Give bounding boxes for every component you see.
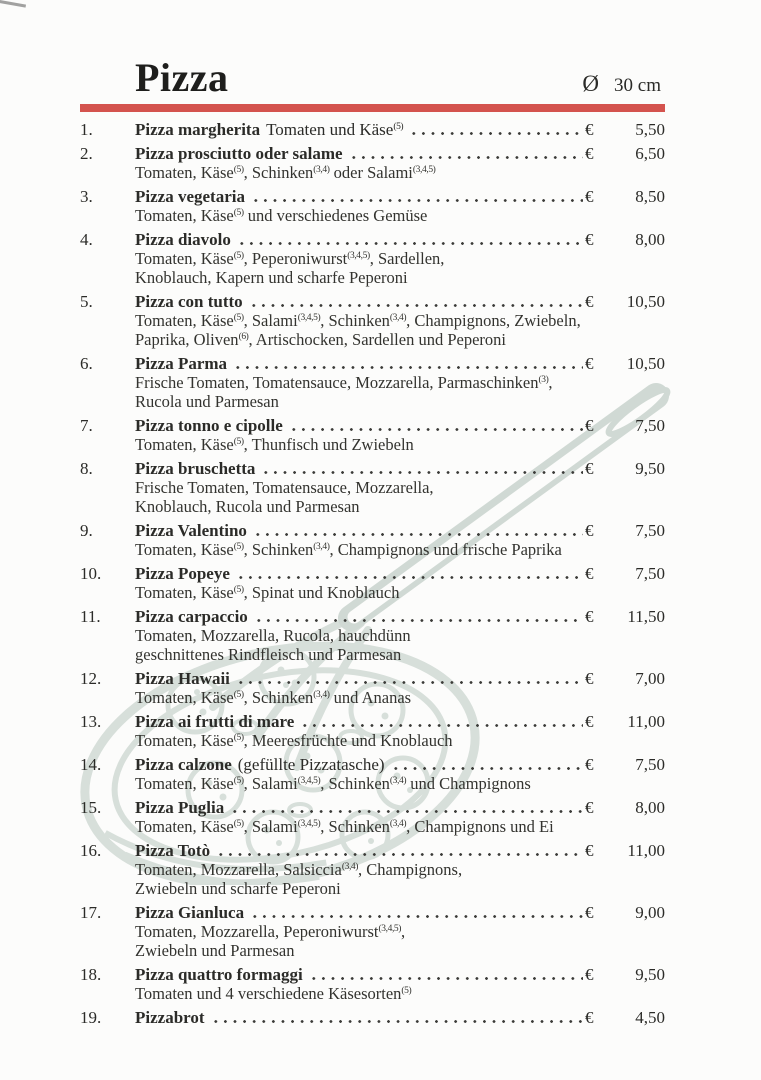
- item-desc-line: Zwiebeln und scharfe Peperoni: [135, 879, 341, 898]
- diameter-value: 30 cm: [614, 75, 661, 96]
- menu-item: [80, 120, 665, 139]
- item-number: 19.: [80, 1008, 102, 1027]
- item-number: 10.: [80, 564, 102, 583]
- item-number: 8.: [80, 459, 93, 478]
- item-name: Pizza Puglia: [135, 798, 225, 817]
- item-price: 10,50: [626, 354, 665, 373]
- item-price: 5,50: [635, 120, 665, 139]
- item-currency: €: [585, 903, 594, 922]
- menu-item: [80, 841, 665, 898]
- item-desc-line: Tomaten, Käse$^{(5)}$, Spinat und Knoblauch: [135, 583, 400, 602]
- dot-leader: [233, 354, 583, 373]
- dot-leader: [236, 564, 583, 583]
- item-name: Pizza Popeye: [135, 564, 230, 583]
- item-number: 5.: [80, 292, 93, 311]
- item-inline-desc: Tomaten und Käse$^{(5)}$: [266, 120, 404, 139]
- dot-leader: [253, 521, 583, 540]
- item-desc-line: Tomaten, Käse$^{(5)}$, Salami$^{(3,4,5)}$, Schinken$^{(3,4)}$, Champignons, Zwiebeln,: [135, 311, 581, 330]
- additive-superscript: (5): [233, 776, 244, 786]
- item-currency: €: [585, 607, 594, 626]
- dot-leader: [230, 798, 583, 817]
- item-price: 8,50: [635, 187, 665, 206]
- menu-item-main-line: [80, 841, 665, 860]
- item-name: Pizza margherita: [135, 120, 261, 139]
- item-desc-line: Zwiebeln und Parmesan: [135, 941, 295, 960]
- item-desc: [135, 206, 665, 225]
- item-desc: [135, 163, 665, 182]
- item-desc-line: Tomaten, Käse$^{(5)}$, Meeresfrüchte und Knoblauch: [135, 731, 453, 750]
- item-number: 9.: [80, 521, 93, 540]
- item-name: Pizza Parma: [135, 354, 228, 373]
- menu-item-main-line: [80, 120, 665, 139]
- item-desc-line: Tomaten, Mozzarella, Peperoniwurst$^{(3,4,5)}$,: [135, 922, 406, 941]
- item-name: Pizza tonno e cipolle: [135, 416, 283, 435]
- item-desc: [135, 860, 665, 898]
- item-number: 12.: [80, 669, 102, 688]
- additive-superscript: (3,4): [389, 819, 407, 829]
- item-desc: [135, 540, 665, 559]
- menu-item-main-line: [80, 903, 665, 922]
- item-price: 11,00: [627, 712, 665, 731]
- item-price: 7,50: [635, 521, 665, 540]
- menu-item-main-line: [80, 144, 665, 163]
- item-price: 7,50: [635, 416, 665, 435]
- menu-item-main-line: [80, 1008, 665, 1027]
- item-name: Pizza calzone: [135, 755, 232, 774]
- item-desc: [135, 373, 665, 411]
- item-desc-line: Rucola und Parmesan: [135, 392, 279, 411]
- menu-item: [80, 669, 665, 707]
- menu-item-main-line: [80, 187, 665, 206]
- menu-item: [80, 144, 665, 182]
- menu-item-main-line: [80, 354, 665, 373]
- additive-superscript: (3,4): [341, 862, 359, 872]
- item-currency: €: [585, 564, 594, 583]
- additive-superscript: (3,4,5): [297, 313, 321, 323]
- dot-leader: [251, 187, 583, 206]
- dot-leader: [216, 841, 583, 860]
- item-price: 7,50: [635, 755, 665, 774]
- item-price: 6,50: [635, 144, 665, 163]
- item-name: Pizza vegetaria: [135, 187, 245, 206]
- item-currency: €: [585, 755, 594, 774]
- item-number: 17.: [80, 903, 102, 922]
- item-price: 4,50: [635, 1008, 665, 1027]
- menu-item-main-line: [80, 669, 665, 688]
- dot-leader: [249, 292, 583, 311]
- item-number: 11.: [80, 607, 101, 626]
- dot-leader: [211, 1008, 583, 1027]
- additive-superscript: (3): [538, 375, 549, 385]
- diameter-icon: Ø: [582, 71, 600, 96]
- menu-item: [80, 292, 665, 349]
- item-desc-line: Tomaten, Mozzarella, Rucola, hauchdünn: [135, 626, 411, 645]
- menu-item: [80, 521, 665, 559]
- dot-leader: [300, 712, 583, 731]
- item-price: 8,00: [635, 798, 665, 817]
- item-desc: [135, 478, 665, 516]
- menu-item: [80, 903, 665, 960]
- item-number: 2.: [80, 144, 93, 163]
- item-number: 14.: [80, 755, 102, 774]
- item-currency: €: [585, 669, 594, 688]
- pizza-diameter: [582, 71, 665, 97]
- item-name: Pizza bruschetta: [135, 459, 256, 478]
- item-price: 10,50: [626, 292, 665, 311]
- additive-superscript: (3,4): [389, 776, 407, 786]
- item-currency: €: [585, 798, 594, 817]
- dot-leader: [250, 903, 583, 922]
- item-currency: €: [585, 1008, 594, 1027]
- item-price: 9,00: [635, 903, 665, 922]
- item-desc-line: Tomaten, Käse$^{(5)}$, Salami$^{(3,4,5)}$, Schinken$^{(3,4)}$, Champignons und Ei: [135, 817, 554, 836]
- item-currency: €: [585, 521, 594, 540]
- dot-leader: [289, 416, 583, 435]
- menu-item-main-line: [80, 755, 665, 774]
- additive-superscript: (5): [233, 437, 244, 447]
- item-name: Pizza quattro formaggi: [135, 965, 303, 984]
- additive-superscript: (3,4): [389, 313, 407, 323]
- item-currency: €: [585, 144, 594, 163]
- item-desc: [135, 774, 665, 793]
- item-desc: [135, 626, 665, 664]
- item-desc-line: Tomaten, Mozzarella, Salsiccia$^{(3,4)}$, Champignons,: [135, 860, 463, 879]
- item-desc: [135, 583, 665, 602]
- item-desc-line: Tomaten, Käse$^{(5)}$ und verschiedenes Gemüse: [135, 206, 428, 225]
- item-name: Pizza carpaccio: [135, 607, 248, 626]
- menu-item-main-line: [80, 607, 665, 626]
- item-currency: €: [585, 230, 594, 249]
- item-number: 7.: [80, 416, 93, 435]
- item-price: 11,00: [627, 841, 665, 860]
- dot-leader: [391, 755, 583, 774]
- additive-superscript: (5): [233, 585, 244, 595]
- additive-superscript: (5): [233, 819, 244, 829]
- item-desc: [135, 435, 665, 454]
- item-price: 9,50: [635, 965, 665, 984]
- item-desc: [135, 731, 665, 750]
- menu-item: [80, 416, 665, 454]
- additive-superscript: (5): [233, 313, 244, 323]
- item-desc-line: Frische Tomaten, Tomatensauce, Mozzarella,: [135, 478, 434, 497]
- page-title: Pizza: [135, 55, 229, 100]
- menu-list: [80, 120, 665, 1027]
- menu-item-main-line: [80, 230, 665, 249]
- item-name: Pizza con tutto: [135, 292, 243, 311]
- menu-item: [80, 564, 665, 602]
- item-price: 7,50: [635, 564, 665, 583]
- additive-superscript: (3,4,5): [347, 251, 370, 261]
- menu-item-main-line: [80, 798, 665, 817]
- menu-item-main-line: [80, 564, 665, 583]
- menu-item-main-line: [80, 416, 665, 435]
- additive-superscript: (5): [233, 208, 244, 218]
- dot-leader: [237, 230, 583, 249]
- item-number: 3.: [80, 187, 93, 206]
- item-currency: €: [585, 712, 594, 731]
- item-currency: €: [585, 965, 594, 984]
- item-desc-line: Knoblauch, Kapern und scharfe Peperoni: [135, 268, 408, 287]
- item-name: Pizza Totò: [135, 841, 211, 860]
- menu-item: [80, 187, 665, 225]
- item-desc-line: Tomaten, Käse$^{(5)}$, Peperoniwurst$^{(3,4,5)}$, Sardellen,: [135, 249, 445, 268]
- item-desc-line: geschnittenes Rindfleisch und Parmesan: [135, 645, 402, 664]
- additive-superscript: (5): [393, 122, 404, 132]
- item-number: 15.: [80, 798, 102, 817]
- item-name: Pizza Gianluca: [135, 903, 245, 922]
- additive-superscript: (6): [238, 332, 249, 342]
- dot-leader: [254, 607, 583, 626]
- item-desc-line: Tomaten und 4 verschiedene Käsesorten$^{(5)}$: [135, 984, 412, 1003]
- menu-item: [80, 354, 665, 411]
- dot-leader: [309, 965, 583, 984]
- dot-leader: [409, 120, 583, 139]
- dot-leader: [349, 144, 583, 163]
- item-inline-desc: (gefüllte Pizzatasche): [237, 755, 385, 774]
- item-desc: [135, 817, 665, 836]
- item-desc-line: Tomaten, Käse$^{(5)}$, Schinken$^{(3,4)}$ oder Salami$^{(3,4,5)}$: [135, 163, 436, 182]
- item-number: 18.: [80, 965, 102, 984]
- additive-superscript: (3,4,5): [412, 165, 436, 175]
- item-number: 16.: [80, 841, 102, 860]
- item-desc-line: Tomaten, Käse$^{(5)}$, Schinken$^{(3,4)}$ und Ananas: [135, 688, 412, 707]
- menu-item: [80, 755, 665, 793]
- menu-item-main-line: [80, 521, 665, 540]
- item-currency: €: [585, 841, 594, 860]
- item-number: 6.: [80, 354, 93, 373]
- additive-superscript: (3,4,5): [297, 819, 321, 829]
- item-currency: €: [585, 459, 594, 478]
- additive-superscript: (5): [401, 986, 412, 996]
- item-desc-line: Tomaten, Käse$^{(5)}$, Salami$^{(3,4,5)}$, Schinken$^{(3,4)}$ und Champignons: [135, 774, 531, 793]
- item-name: Pizza Valentino: [135, 521, 247, 540]
- menu-item-main-line: [80, 712, 665, 731]
- item-desc: [135, 688, 665, 707]
- additive-superscript: (3,4,5): [378, 924, 402, 934]
- red-divider: [80, 104, 665, 112]
- additive-superscript: (3,4): [313, 165, 330, 175]
- item-number: 13.: [80, 712, 102, 731]
- additive-superscript: (5): [233, 542, 244, 552]
- item-desc-line: Frische Tomaten, Tomatensauce, Mozzarella, Parmaschinken$^{(3)}$,: [135, 373, 553, 392]
- item-desc-line: Tomaten, Käse$^{(5)}$, Schinken$^{(3,4)}$, Champignons und frische Paprika: [135, 540, 562, 559]
- additive-superscript: (5): [233, 733, 244, 743]
- item-number: 1.: [80, 120, 93, 139]
- item-number: 4.: [80, 230, 93, 249]
- menu-item: [80, 459, 665, 516]
- item-price: 9,50: [635, 459, 665, 478]
- additive-superscript: (3,4): [313, 542, 330, 552]
- item-desc: [135, 249, 665, 287]
- item-desc-line: Tomaten, Käse$^{(5)}$, Thunfisch und Zwiebeln: [135, 435, 414, 454]
- additive-superscript: (5): [233, 251, 244, 261]
- item-name: Pizzabrot: [135, 1008, 205, 1027]
- menu-item: [80, 798, 665, 836]
- menu-item-main-line: [80, 292, 665, 311]
- additive-superscript: (3,4,5): [297, 776, 321, 786]
- page-header: [80, 56, 665, 100]
- item-currency: €: [585, 187, 594, 206]
- menu-item: [80, 607, 665, 664]
- item-currency: €: [585, 120, 594, 139]
- item-price: 7,00: [635, 669, 665, 688]
- menu-item: [80, 1008, 665, 1027]
- dot-leader: [236, 669, 583, 688]
- item-desc-line: Paprika, Oliven$^{(6)}$, Artischocken, Sardellen und Peperoni: [135, 330, 506, 349]
- item-desc: [135, 984, 665, 1003]
- item-price: 11,50: [627, 607, 665, 626]
- item-desc-line: Knoblauch, Rucola und Parmesan: [135, 497, 360, 516]
- additive-superscript: (3,4): [313, 690, 330, 700]
- item-desc: [135, 922, 665, 960]
- dot-leader: [261, 459, 583, 478]
- menu-item-main-line: [80, 965, 665, 984]
- item-name: Pizza prosciutto oder salame: [135, 144, 343, 163]
- additive-superscript: (5): [233, 165, 244, 175]
- menu-item: [80, 965, 665, 1003]
- item-currency: €: [585, 416, 594, 435]
- item-name: Pizza Hawaii: [135, 669, 230, 688]
- item-price: 8,00: [635, 230, 665, 249]
- item-currency: €: [585, 354, 594, 373]
- menu-item: [80, 230, 665, 287]
- item-desc: [135, 311, 665, 349]
- menu-item: [80, 712, 665, 750]
- menu-item-main-line: [80, 459, 665, 478]
- additive-superscript: (5): [233, 690, 244, 700]
- item-currency: €: [585, 292, 594, 311]
- item-name: Pizza ai frutti di mare: [135, 712, 295, 731]
- item-name: Pizza diavolo: [135, 230, 231, 249]
